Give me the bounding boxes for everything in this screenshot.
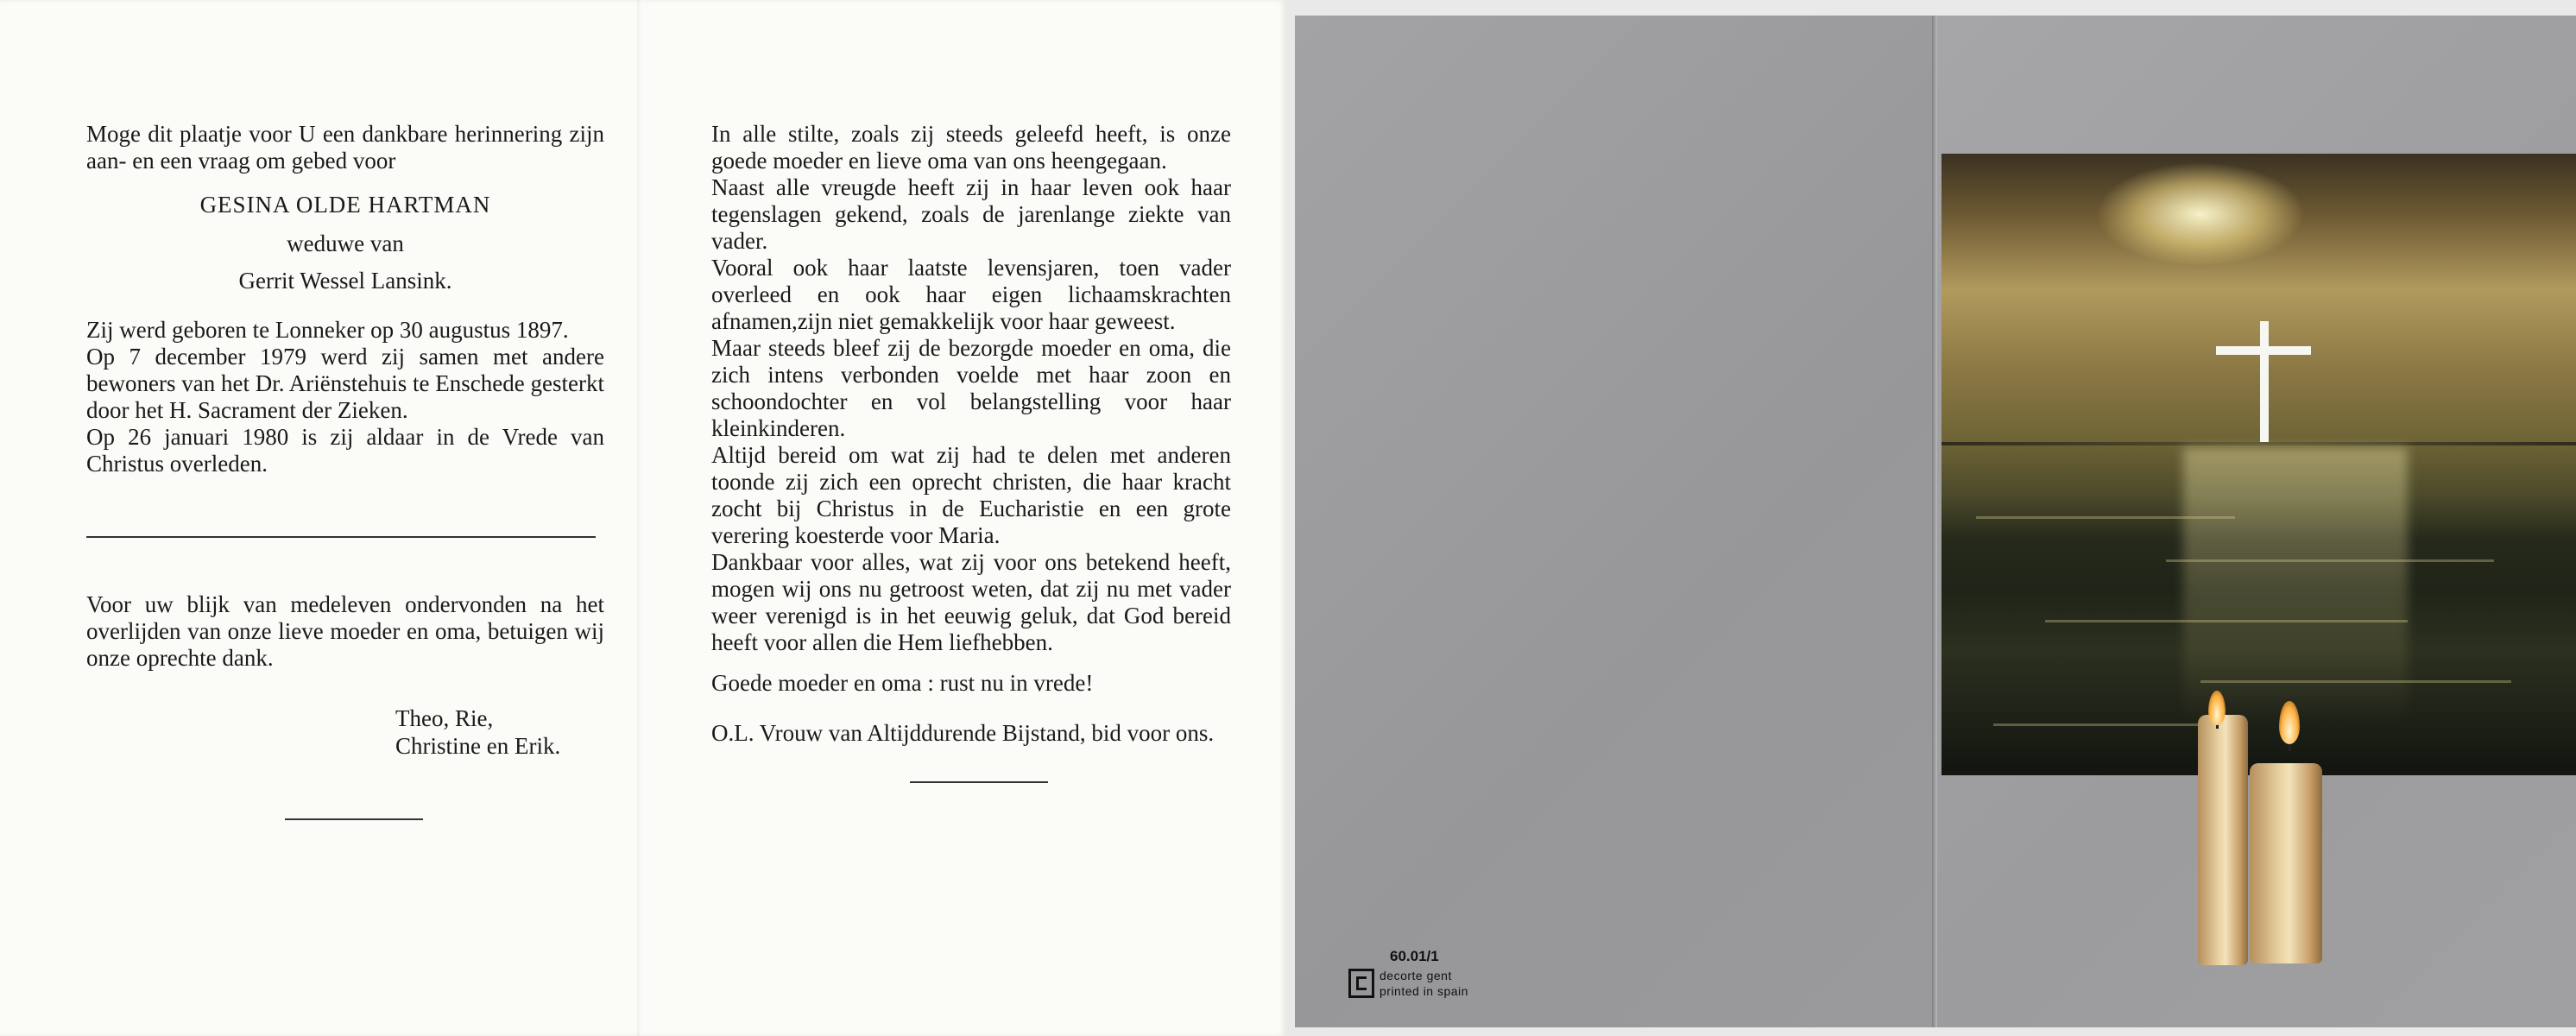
wave-highlight: [1976, 516, 2235, 519]
thanks-text: Voor uw blijk van medeleven ondervonden na het overlijden van onze lieve moeder en oma, betuigen wij onze oprechte dank.: [86, 591, 604, 671]
paragraph-6: Dankbaar voor alles, wat zij voor ons betekend heeft, mogen wij ons nu getroost weten, dat zij nu met vader weer verenigd is in het eeuwig geluk, dat God bereid heeft voor allen die Hem liefhebben.: [711, 549, 1231, 655]
wave-highlight: [2166, 559, 2494, 562]
sacrament-text: Op 7 december 1979 werd zij samen met andere bewoners van het Dr. Ariënstehuis te Enschede gesterkt door het H. Sacrament der Zieken.: [86, 344, 604, 423]
birth-text: Zij werd geboren te Lonneker op 30 augustus 1897.: [86, 317, 569, 343]
paragraph-5: Altijd bereid om wat zij had te delen met anderen toonde zij zich een oprecht christen, die haar kracht zocht bij Christus in de Eucharistie en een grote verering koesterde voor Maria.: [711, 442, 1231, 548]
short-rule-left: [285, 818, 423, 820]
imprint-printed: printed in spain: [1380, 984, 1468, 998]
wave-highlight: [1993, 723, 2218, 726]
right-panel: [711, 121, 1231, 783]
death-text: Op 26 januari 1980 is zij aldaar in de Vrede van Christus overleden.: [86, 424, 604, 477]
inner-fold: [637, 0, 642, 1036]
publisher-logo-icon: [1348, 969, 1374, 998]
short-rule-right: [910, 781, 1048, 783]
imprint-code: 60.01/1: [1390, 948, 1439, 964]
farewell-text: Goede moeder en oma : rust nu in vrede!: [711, 670, 1094, 696]
signature-line-2: Christine en Erik.: [395, 733, 561, 759]
cross-icon-bar: [2216, 346, 2311, 355]
paragraph-2: Naast alle vreugde heeft zij in haar leven ook haar tegenslagen gekend, zoals de jarenlange ziekte van vader.: [711, 174, 1231, 254]
horizon-line: [1941, 442, 2576, 445]
left-panel: [86, 121, 604, 820]
husband-name: Gerrit Wessel Lansink.: [238, 268, 452, 294]
relation-text: weduwe van: [287, 231, 404, 256]
signature-line-1: Theo, Rie,: [395, 705, 494, 731]
deceased-name: GESINA OLDE HARTMAN: [199, 192, 491, 218]
divider-rule: [86, 536, 596, 538]
sunset-sea-photo: [1941, 154, 2576, 775]
candle-icon: [2250, 763, 2322, 963]
candle-icon: [2198, 715, 2248, 965]
imprint-publisher: decorte gent: [1380, 969, 1452, 982]
cross-icon: [2260, 321, 2269, 442]
paragraph-1: In alle stilte, zoals zij steeds geleefd heeft, is onze goede moeder en lieve oma van ons heengegaan.: [711, 121, 1231, 174]
intro-text: Moge dit plaatje voor U een dankbare herinnering zijn aan- en een vraag om gebed voor: [86, 121, 604, 174]
cover-back-panel: [1295, 16, 1932, 1027]
paragraph-3: Vooral ook haar laatste levensjaren, toen vader overleed en ook haar eigen lichaamskrachten afnamen,zijn niet gemakkelijk voor haar geweest.: [711, 255, 1231, 334]
flame-icon: [2208, 691, 2226, 725]
prayer-text: O.L. Vrouw van Altijddurende Bijstand, bid voor ons.: [711, 720, 1215, 746]
signature: [395, 704, 604, 760]
wave-highlight: [2200, 680, 2511, 683]
wave-highlight: [2045, 620, 2408, 622]
paragraph-4: Maar steeds bleef zij de bezorgde moeder en oma, die zich intens verbonden voelde met haar zoon en schoondochter en vol belangstelling voor haar kleinkinderen.: [711, 335, 1231, 441]
